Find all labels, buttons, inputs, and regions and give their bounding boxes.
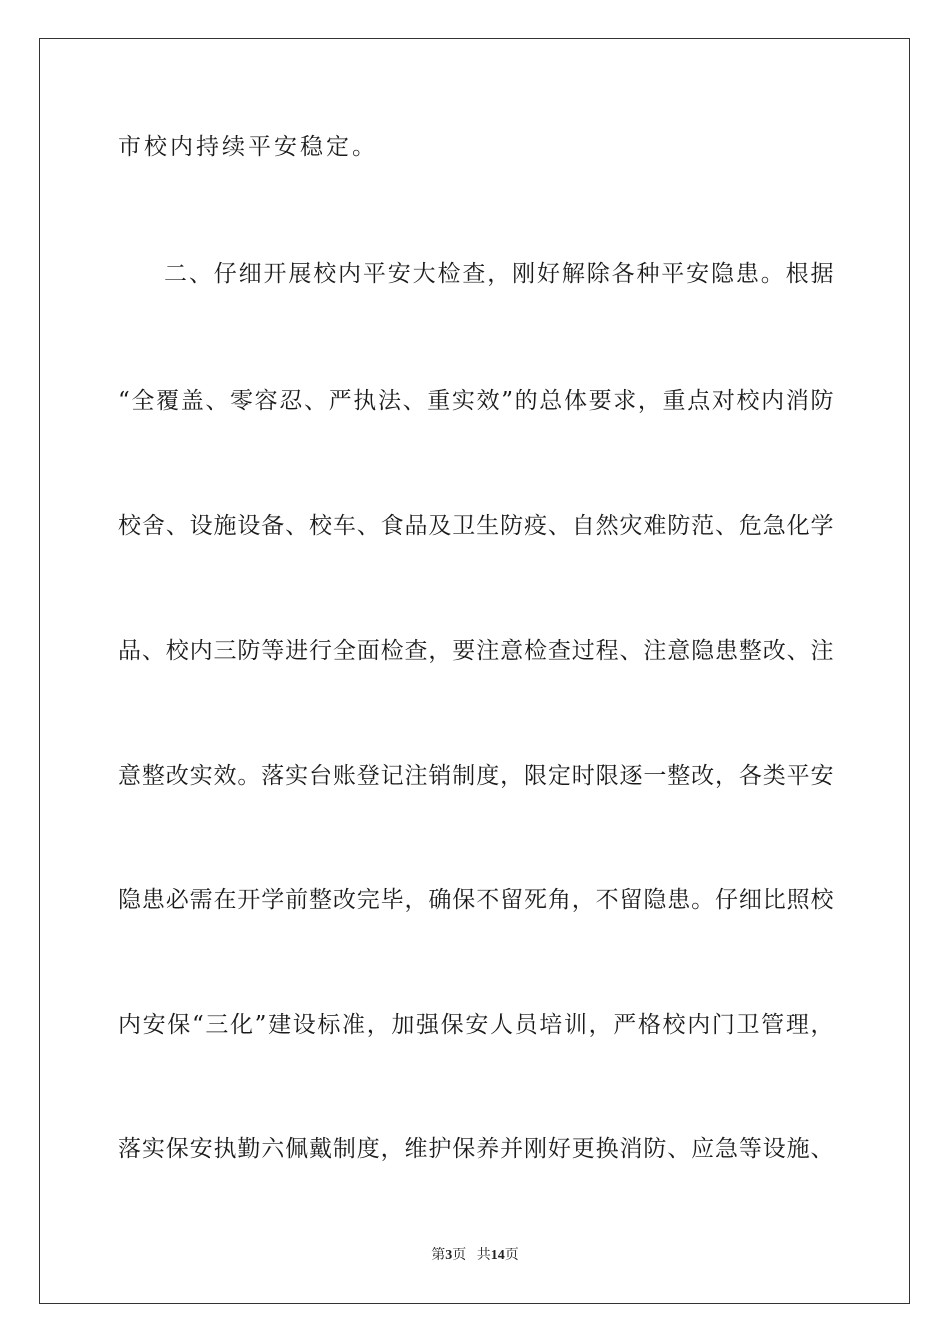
footer-page-number: 3 [445,1248,453,1263]
footer-page-prefix: 第 [431,1248,446,1263]
text-line-6: 意整改实效。落实台账登记注销制度，限定时限逐一整改，各类平安 [118,763,834,789]
text-line-4: 校舍、设施设备、校车、食品及卫生防疫、自然灾难防范、危急化学 [118,513,834,539]
footer-total-pages: 14 [490,1248,505,1263]
text-line-7: 隐患必需在开学前整改完毕，确保不留死角，不留隐患。仔细比照校 [118,887,834,913]
text-line-1: 市校内持续平安稳定。 [118,134,378,160]
footer-page-suffix: 页 [452,1248,467,1263]
text-line-8: 内安保“三化”建设标准，加强保安人员培训，严格校内门卫管理， [118,1012,834,1038]
footer-total-prefix: 共 [476,1248,491,1263]
page-footer [0,1246,950,1266]
text-line-9: 落实保安执勤六佩戴制度，维护保养并刚好更换消防、应急等设施、 [118,1136,834,1162]
footer-total-suffix: 页 [504,1248,519,1263]
page-frame [39,38,910,1304]
text-line-3: “全覆盖、零容忍、严执法、重实效”的总体要求，重点对校内消防 [118,388,834,414]
text-line-2: 二、仔细开展校内平安大检查，刚好解除各种平安隐患。根据 [164,261,834,287]
text-line-5: 品、校内三防等进行全面检查，要注意检查过程、注意隐患整改、注 [118,638,834,664]
